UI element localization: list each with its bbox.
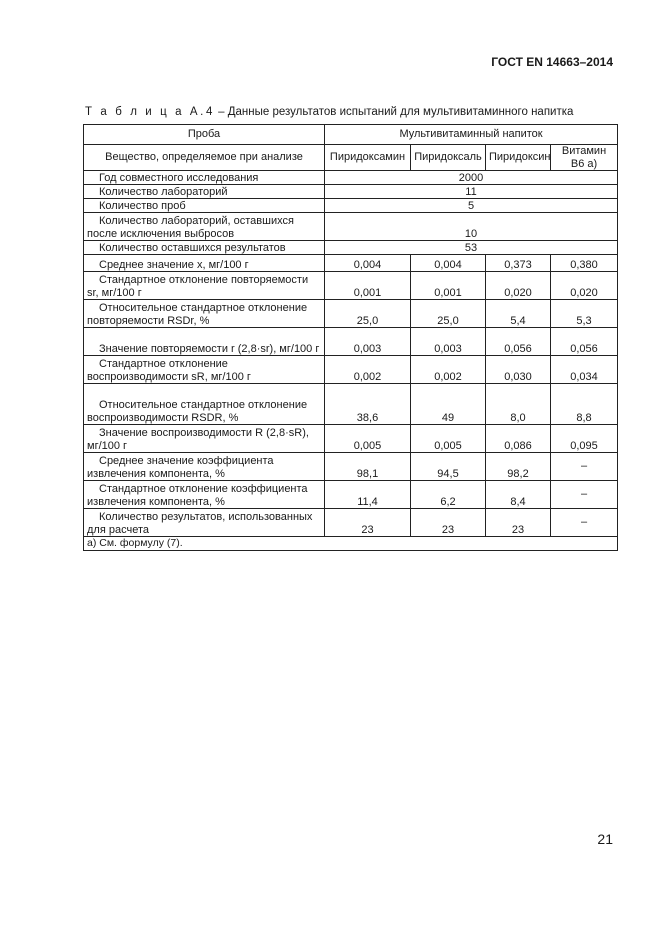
table-row bbox=[84, 185, 618, 199]
row-label: Количество проб bbox=[84, 199, 325, 213]
cell-value: – bbox=[551, 509, 618, 537]
col-header: Пиридоксаль bbox=[411, 145, 486, 171]
cell-value: 5,4 bbox=[486, 300, 551, 328]
merged-value: 10 bbox=[325, 213, 618, 241]
merged-value: 2000 bbox=[325, 171, 618, 185]
cell-value: 8,8 bbox=[551, 384, 618, 425]
row-label: Среднее значение коэффициента извлечения компонента, % bbox=[84, 453, 325, 481]
cell-value: 0,004 bbox=[325, 255, 411, 272]
row-label: Среднее значение x, мг/100 г bbox=[84, 255, 325, 272]
cell-value: 0,020 bbox=[551, 272, 618, 300]
caption-text: – Данные результатов испытаний для мультивитаминного напитка bbox=[214, 106, 574, 118]
table-row bbox=[84, 241, 618, 255]
cell-value: – bbox=[551, 453, 618, 481]
cell-value: 0,095 bbox=[551, 425, 618, 453]
row-label: Количество лабораторий, оставшихся после исключения выбросов bbox=[84, 213, 325, 241]
cell-value: 0,005 bbox=[411, 425, 486, 453]
header-sample: Проба bbox=[84, 125, 325, 145]
cell-value: 5,3 bbox=[551, 300, 618, 328]
cell-value: 0,373 bbox=[486, 255, 551, 272]
col-header: Пиридоксин bbox=[486, 145, 551, 171]
cell-value: 0,001 bbox=[325, 272, 411, 300]
cell-value: 0,020 bbox=[486, 272, 551, 300]
table-header-row bbox=[84, 145, 618, 171]
cell-value: 49 bbox=[411, 384, 486, 425]
table-row bbox=[84, 272, 618, 300]
table-header-row bbox=[84, 125, 618, 145]
merged-value: 53 bbox=[325, 241, 618, 255]
cell-value: 0,002 bbox=[411, 356, 486, 384]
row-label: Количество оставшихся результатов bbox=[84, 241, 325, 255]
cell-value: 0,086 bbox=[486, 425, 551, 453]
row-label: Количество лабораторий bbox=[84, 185, 325, 199]
row-label: Стандартное отклонение воспроизводимости sR, мг/100 г bbox=[84, 356, 325, 384]
standard-designation: ГОСТ EN 14663–2014 bbox=[491, 55, 613, 69]
row-label: Стандартное отклонение повторяемости sr, мг/100 г bbox=[84, 272, 325, 300]
cell-value: 94,5 bbox=[411, 453, 486, 481]
footnote-row bbox=[84, 537, 618, 551]
table-row bbox=[84, 384, 618, 425]
table-row bbox=[84, 213, 618, 241]
cell-value: 0,380 bbox=[551, 255, 618, 272]
cell-value: 25,0 bbox=[411, 300, 486, 328]
cell-value: 38,6 bbox=[325, 384, 411, 425]
cell-value: 0,002 bbox=[325, 356, 411, 384]
row-label: Год совместного исследования bbox=[84, 171, 325, 185]
cell-value: 98,2 bbox=[486, 453, 551, 481]
table-row bbox=[84, 453, 618, 481]
footnote: a) См. формулу (7). bbox=[84, 537, 618, 551]
cell-value: 0,003 bbox=[411, 328, 486, 356]
table-row bbox=[84, 481, 618, 509]
table-row bbox=[84, 425, 618, 453]
cell-value: 98,1 bbox=[325, 453, 411, 481]
cell-value: 6,2 bbox=[411, 481, 486, 509]
col-header: Витамин B6 a) bbox=[551, 145, 618, 171]
cell-value: 23 bbox=[325, 509, 411, 537]
row-label: Значение повторяемости r (2,8·sr), мг/100 г bbox=[84, 328, 325, 356]
cell-value: 11,4 bbox=[325, 481, 411, 509]
header-analyte: Вещество, определяемое при анализе bbox=[84, 145, 325, 171]
cell-value: 25,0 bbox=[325, 300, 411, 328]
results-table bbox=[83, 124, 618, 551]
cell-value: 0,056 bbox=[486, 328, 551, 356]
table-row bbox=[84, 199, 618, 213]
cell-value: 0,001 bbox=[411, 272, 486, 300]
row-label: Стандартное отклонение коэффициента извлечения компонента, % bbox=[84, 481, 325, 509]
table-row bbox=[84, 509, 618, 537]
merged-value: 5 bbox=[325, 199, 618, 213]
row-label: Относительное стандартное отклонение повторяемости RSDr, % bbox=[84, 300, 325, 328]
table-row bbox=[84, 356, 618, 384]
cell-value: 0,003 bbox=[325, 328, 411, 356]
cell-value: 23 bbox=[411, 509, 486, 537]
row-label: Относительное стандартное отклонение воспроизводимости RSDR, % bbox=[84, 384, 325, 425]
row-label: Количество результатов, использованных для расчета bbox=[84, 509, 325, 537]
table-row bbox=[84, 171, 618, 185]
table-row bbox=[84, 300, 618, 328]
cell-value: – bbox=[551, 481, 618, 509]
caption-prefix: Т а б л и ц а А.4 bbox=[85, 106, 215, 118]
cell-value: 0,034 bbox=[551, 356, 618, 384]
cell-value: 0,030 bbox=[486, 356, 551, 384]
cell-value: 8,0 bbox=[486, 384, 551, 425]
page-number: 21 bbox=[597, 831, 613, 847]
cell-value: 23 bbox=[486, 509, 551, 537]
cell-value: 0,056 bbox=[551, 328, 618, 356]
table-row bbox=[84, 328, 618, 356]
cell-value: 0,005 bbox=[325, 425, 411, 453]
merged-value: 11 bbox=[325, 185, 618, 199]
header-drink: Мультивитаминный напиток bbox=[325, 125, 618, 145]
table-body bbox=[84, 171, 618, 537]
table-row bbox=[84, 255, 618, 272]
cell-value: 0,004 bbox=[411, 255, 486, 272]
col-header: Пиридоксамин bbox=[325, 145, 411, 171]
table-caption bbox=[85, 106, 573, 118]
row-label: Значение воспроизводимости R (2,8·sR), мг/100 г bbox=[84, 425, 325, 453]
cell-value: 8,4 bbox=[486, 481, 551, 509]
